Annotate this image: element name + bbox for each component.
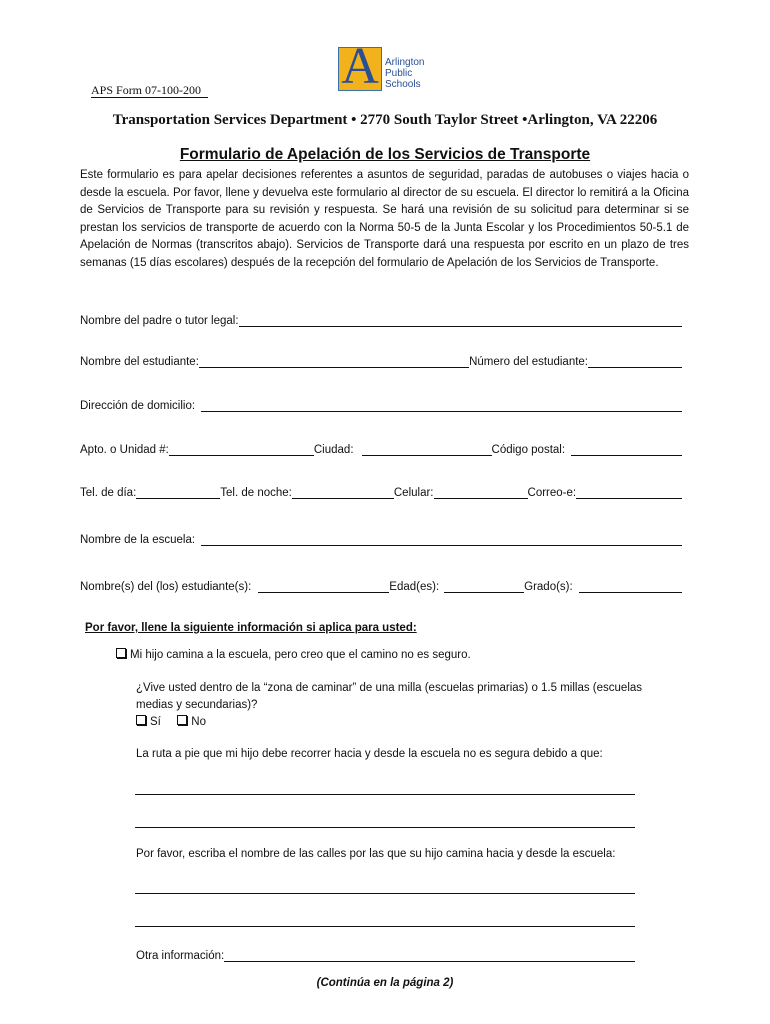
age-field[interactable]: [444, 578, 524, 593]
student-name-field[interactable]: [199, 353, 469, 368]
logo-line-2: Public: [385, 68, 413, 79]
no-label: No: [191, 716, 206, 728]
walk-option: [116, 648, 471, 661]
unsafe-reason-prompt: La ruta a pie que mi hijo debe recorrer hacia y desde la escuela no es segura debido a que:: [136, 748, 603, 760]
parent-name-label: Nombre del padre o tutor legal:: [80, 315, 239, 327]
school-row: [80, 528, 682, 546]
walk-option-label: Mi hijo camina a la escuela, pero creo que el camino no es seguro.: [130, 649, 471, 661]
city-label: Ciudad:: [313, 444, 354, 456]
address-label: Dirección de domicilio:: [80, 400, 196, 412]
walk-option-checkbox[interactable]: [116, 648, 126, 658]
form-number-underline: [91, 97, 208, 98]
school-name-field[interactable]: [201, 531, 682, 546]
logo-text: [385, 57, 424, 90]
email-field[interactable]: [576, 484, 682, 499]
students-names-field[interactable]: [258, 578, 389, 593]
address-row: [80, 394, 682, 412]
other-info-field[interactable]: [224, 947, 635, 962]
age-label: Edad(es):: [389, 581, 440, 593]
continued-footer: (Continúa en la página 2): [316, 977, 454, 989]
grade-field[interactable]: [579, 578, 682, 593]
city-row: [80, 438, 682, 456]
apt-label: Apto. o Unidad #:: [80, 444, 169, 456]
address-field[interactable]: [201, 397, 682, 412]
student-number-field[interactable]: [588, 353, 682, 368]
parent-name-row: [80, 309, 682, 327]
yes-no-options: [136, 715, 206, 728]
logo-line-1: Arlington: [385, 57, 425, 68]
night-phone-field[interactable]: [292, 484, 394, 499]
section-heading: Por favor, llene la siguiente información si aplica para usted:: [85, 622, 417, 634]
walk-zone-question: ¿Vive usted dentro de la “zona de caminar” de una milla (escuelas primarias) o 1.5 millas (escuelas medias y secundarias)?: [136, 682, 643, 711]
students-row: [80, 575, 682, 593]
day-phone-field[interactable]: [136, 484, 220, 499]
zip-field[interactable]: [571, 441, 682, 456]
student-number-label: Número del estudiante:: [469, 356, 588, 368]
unsafe-reason-line-2[interactable]: [135, 827, 635, 828]
email-label: Correo-e:: [527, 487, 577, 499]
logo-letter: A: [341, 38, 379, 95]
yes-checkbox[interactable]: [136, 715, 146, 725]
grade-label: Grado(s):: [524, 581, 573, 593]
form-title: Formulario de Apelación de los Servicios de Transporte: [179, 146, 591, 163]
yes-label: Sí: [150, 716, 161, 728]
intro-paragraph: Este formulario es para apelar decisiones referentes a asuntos de seguridad, paradas de autobuses o viajes hacia o desde la escuela. Por favor, llene y devuelva este formulario al director de su escuela. El director lo remitirá a la Oficina de Servicios de Transporte para su revisión y respuesta. Se hará una revisión de su solicitud para determinar si se prestan los servicios de transporte de acuerdo con la Norma 50-5 de la Junta Escolar y los Procedimientos 50-5.1 de Apelación de Normas (transcritos abajo). Servicios de Transporte dará una respuesta por escrito en un plazo de tres semanas (15 días escolares) después de la recepción del formulario de Apelación de los Servicios de Transporte.: [80, 169, 689, 269]
no-checkbox[interactable]: [177, 715, 187, 725]
streets-line-2[interactable]: [135, 926, 635, 927]
night-phone-label: Tel. de noche:: [220, 487, 292, 499]
student-row: [80, 350, 682, 368]
parent-name-field[interactable]: [239, 312, 682, 327]
streets-line-1[interactable]: [135, 893, 635, 894]
school-name-label: Nombre de la escuela:: [80, 534, 196, 546]
unsafe-reason-line-1[interactable]: [135, 794, 635, 795]
other-info-label: Otra información:: [136, 950, 225, 962]
other-info-row: [136, 944, 635, 962]
zip-label: Código postal:: [491, 444, 566, 456]
student-name-label: Nombre del estudiante:: [80, 356, 199, 368]
apt-field[interactable]: [169, 441, 314, 456]
logo-line-3: Schools: [385, 79, 421, 90]
day-phone-label: Tel. de día:: [80, 487, 137, 499]
form-number: APS Form 07-100-200: [91, 83, 202, 97]
department-address: Transportation Services Department • 2770 South Taylor Street •Arlington, VA 22206: [112, 112, 658, 128]
cell-label: Celular:: [393, 487, 434, 499]
phone-row: [80, 481, 682, 499]
students-names-label: Nombre(s) del (los) estudiante(s):: [80, 581, 252, 593]
cell-field[interactable]: [434, 484, 528, 499]
city-field[interactable]: [362, 441, 492, 456]
streets-prompt: Por favor, escriba el nombre de las calles por las que su hijo camina hacia y desde la escuela:: [136, 848, 616, 860]
